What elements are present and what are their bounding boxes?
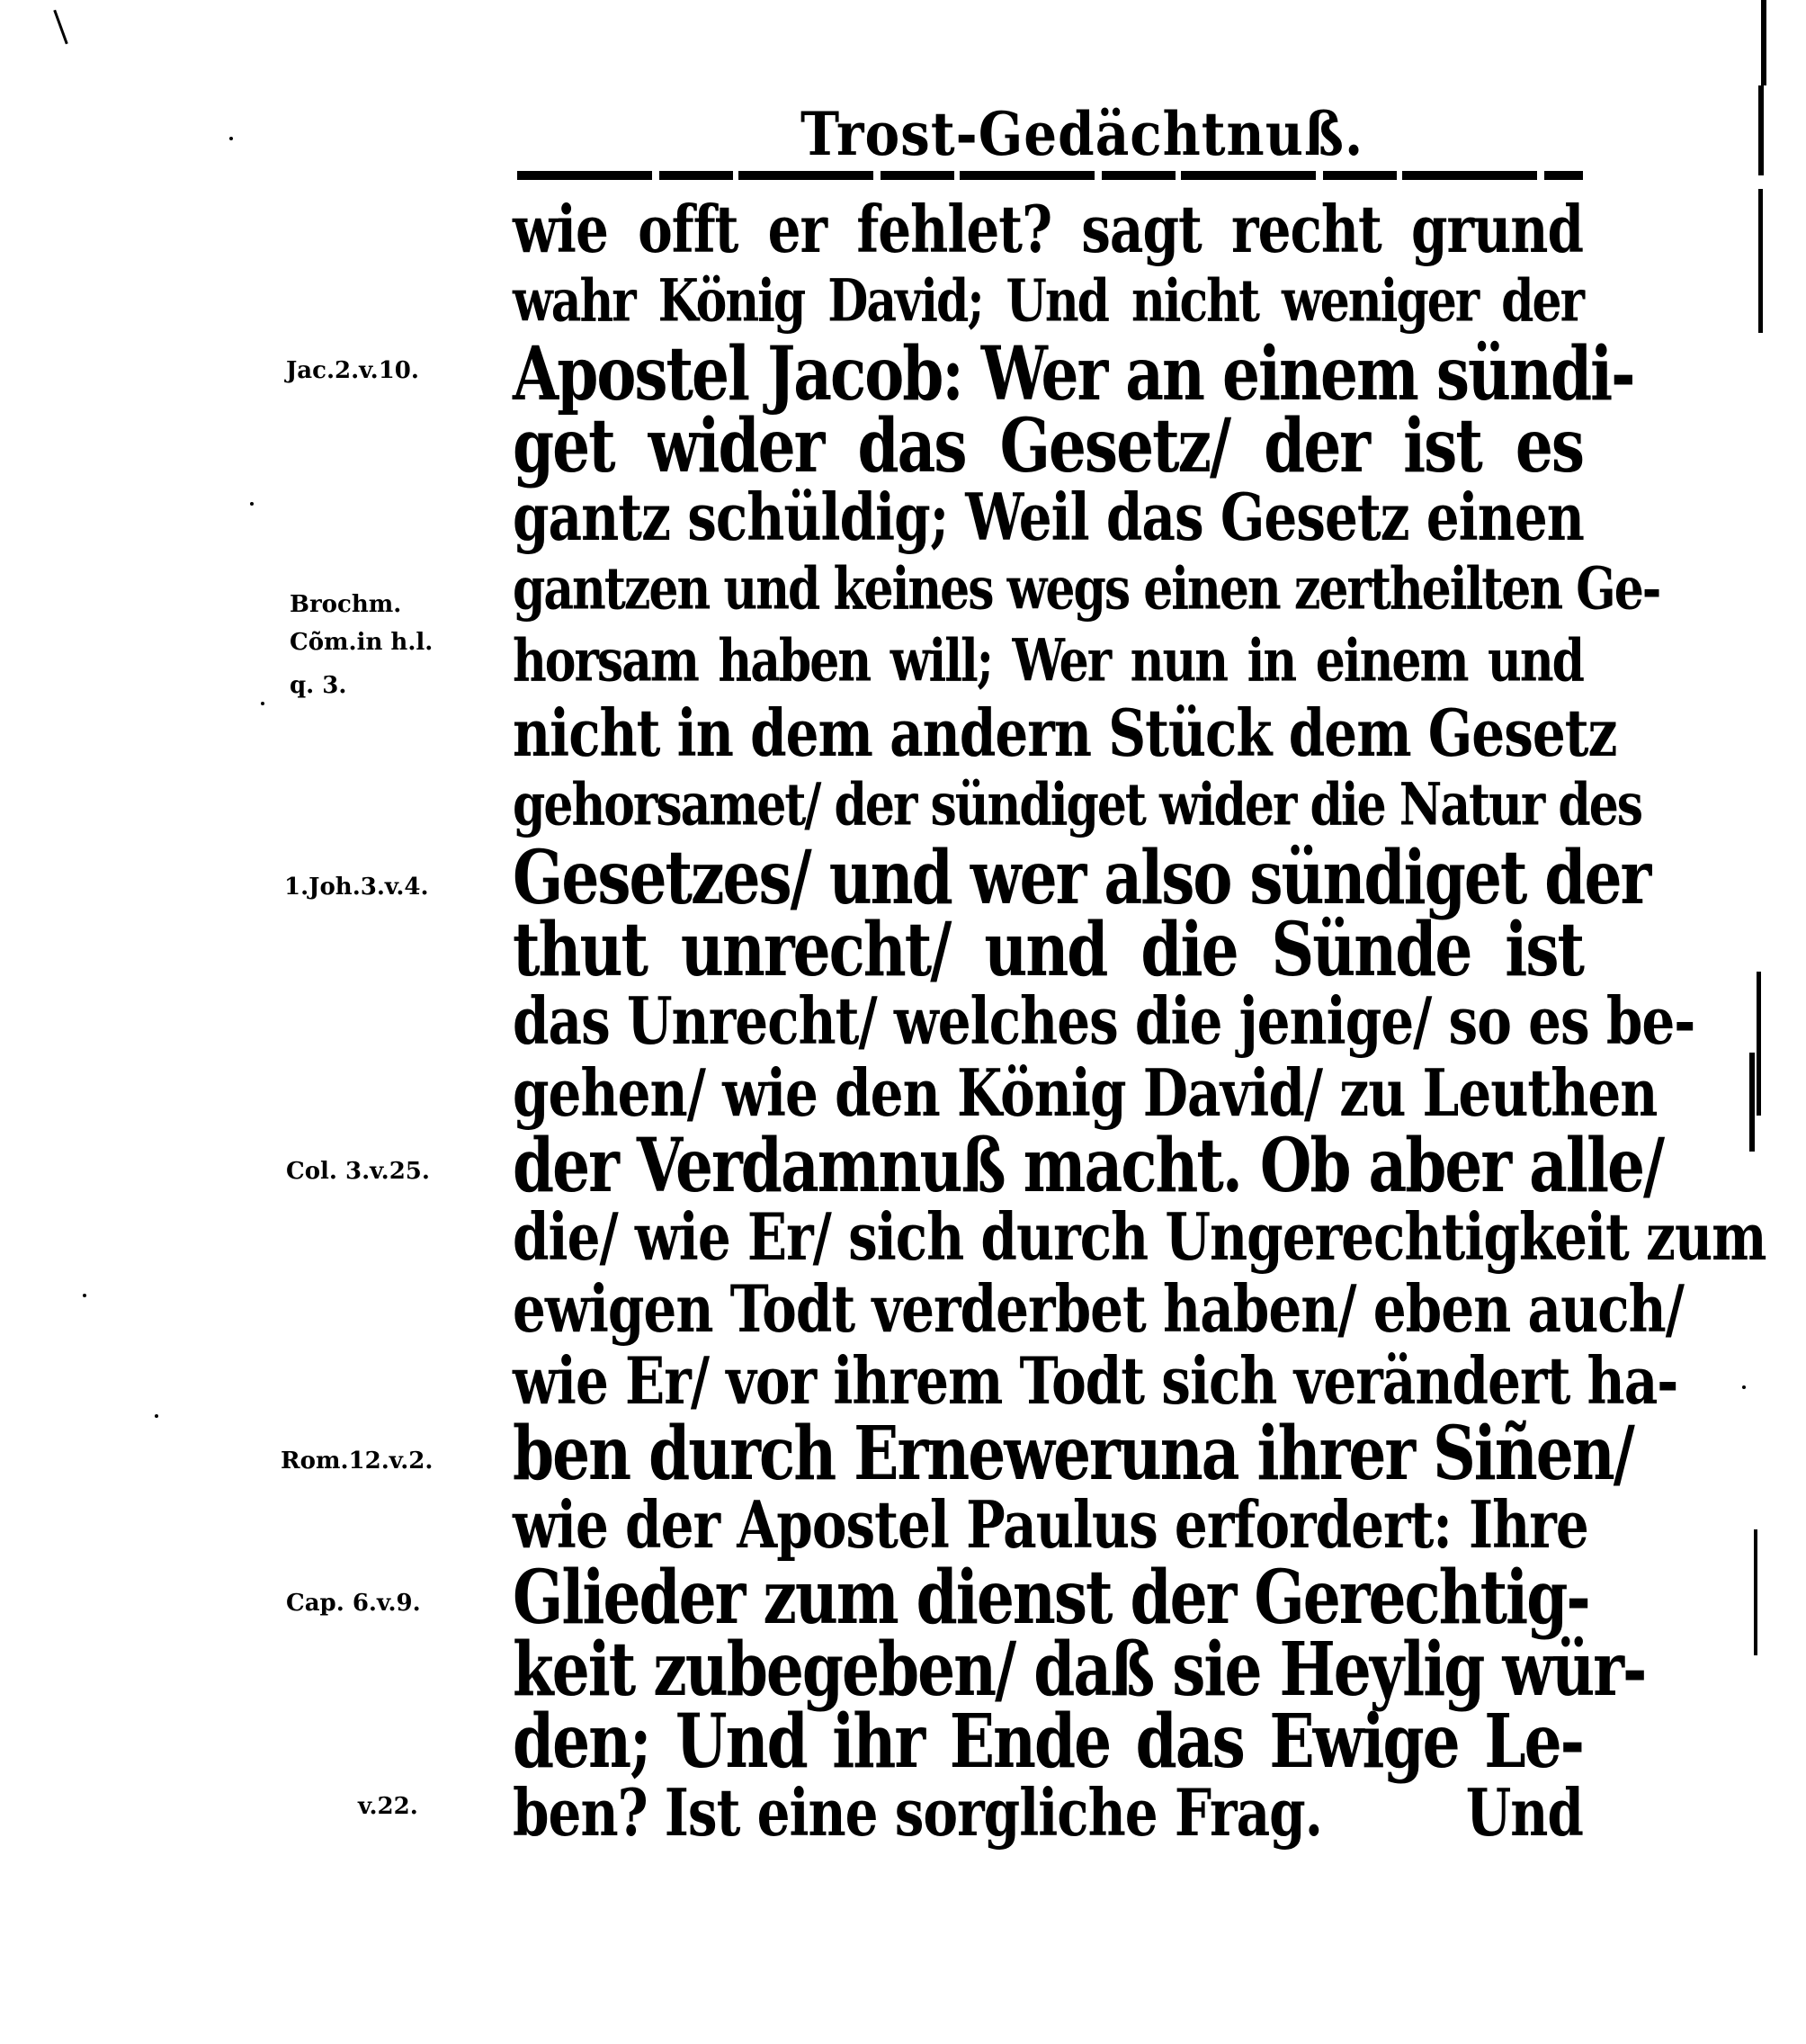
text-line: der Verdamnuß macht. Ob aber alle/ <box>513 1121 1664 1209</box>
marginal-note: Jac.2.v.10. <box>286 357 419 384</box>
running-head-title: Trost-Gedächtnuß. <box>800 99 1364 170</box>
running-head <box>504 99 1583 171</box>
marginal-note: v.22. <box>358 1793 418 1820</box>
text-line-last <box>513 1768 1583 1858</box>
speck <box>229 137 233 140</box>
text-line: gehorsamet/ der sündiget wider die Natur des <box>513 770 1642 839</box>
text-line: thut unrecht/ und die Sünde ist <box>513 905 1583 993</box>
speck <box>83 1294 86 1297</box>
text-line: ben durch Erneweruna ihrer Siñen/ <box>513 1409 1633 1497</box>
text-line: gehen/ wie den König David/ zu Leuthen <box>513 1054 1658 1132</box>
text-line: wie der Apostel Paulus erfordert: Ihre <box>513 1486 1588 1564</box>
speck <box>1742 1385 1746 1389</box>
text-line: ewigen Todt verderbet haben/ eben auch/ <box>513 1270 1684 1348</box>
text-line: Apostel Jacob: Wer an einem sündi- <box>513 329 1634 417</box>
text-line: Glieder zum dienst der Gerechtig- <box>513 1553 1589 1641</box>
marginal-note: q. 3. <box>290 672 347 699</box>
speck <box>261 702 264 705</box>
marginal-note: Rom.12.v.2. <box>281 1448 434 1475</box>
speck <box>250 502 254 506</box>
text-line: wie Er/ vor ihrem Todt sich verändert ha- <box>513 1342 1678 1420</box>
text-line: Gesetzes/ und wer also sündiget der <box>513 833 1650 921</box>
marginal-note: Cap. 6.v.9. <box>286 1590 421 1617</box>
header-rule <box>517 171 1583 180</box>
marginal-note: Brochm. <box>290 591 402 618</box>
speck <box>155 1414 158 1418</box>
text-line: die/ wie Er/ sich durch Ungerechtigkeit zum <box>513 1198 1766 1276</box>
text-line: keit zubegeben/ daß sie Heylig wür- <box>513 1625 1646 1713</box>
text-line: wie offt er fehlet? sagt recht grund <box>513 191 1583 268</box>
marginalia <box>0 0 504 2044</box>
text-line: gantzen und keines wegs einen zertheilten Ge- <box>513 554 1660 623</box>
text-line: get wider das Gesetz/ der ist es <box>513 401 1583 489</box>
marginal-note: 1.Joh.3.v.4. <box>284 874 429 901</box>
marginal-note: Cõm.in h.l. <box>290 629 434 656</box>
page-edge-mark <box>1758 189 1763 333</box>
page-edge-mark <box>1757 972 1761 1116</box>
text-line: den; Und ihr Ende das Ewige Le- <box>513 1697 1583 1785</box>
body-text <box>513 191 1766 1851</box>
page-edge-mark <box>1749 1053 1755 1152</box>
page-edge-mark <box>1754 1529 1757 1655</box>
text-line: das Unrecht/ welches die jenige/ so es be- <box>513 982 1695 1060</box>
text-line: wahr König David; Und nicht weniger der <box>513 266 1583 336</box>
text-line: gantz schüldig; Weil das Gesetz einen <box>513 479 1584 556</box>
text-line: horsam haben will; Wer nun in einem und <box>513 626 1583 695</box>
catchword: Und <box>1465 1774 1583 1851</box>
page-edge-mark <box>1761 0 1766 85</box>
marginal-note: Col. 3.v.25. <box>286 1158 430 1185</box>
text-line: nicht in dem andern Stück dem Gesetz <box>513 695 1617 772</box>
text-line: ben? Ist eine sorgliche Frag. <box>513 1774 1322 1851</box>
page-edge-mark <box>1758 85 1764 175</box>
